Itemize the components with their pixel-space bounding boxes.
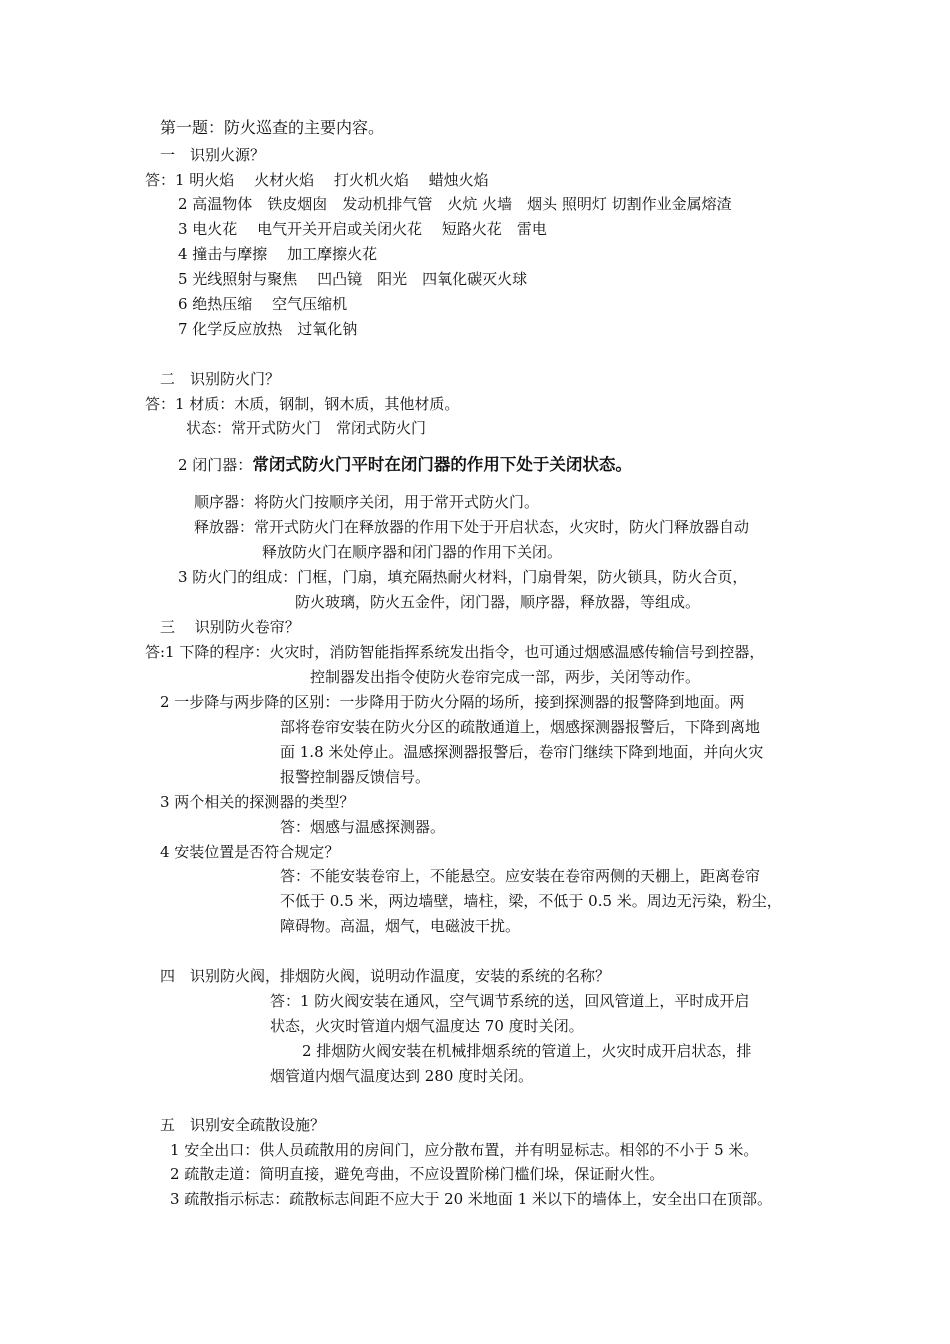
s5-answer-3: 3 疏散指示标志：疏散标志间距不应大于 20 米地面 1 米以下的墙体上，安全出口在顶部。	[170, 1190, 773, 1208]
s3-answer-2: 2 一步降与两步降的区别：一步降用于防火分隔的场所，接到探测器的报警降到地面。两	[160, 693, 745, 711]
section-5-heading: 五 识别安全疏散设施？	[160, 1116, 326, 1134]
s3-answer-3: 3 两个相关的探测器的类型？	[160, 793, 355, 811]
section-1-heading: 一 识别火源？	[160, 146, 266, 164]
s4-answer-1: 答：1 防火阀安装在通风，空气调节系统的送，回风管道上，平时成开启	[270, 992, 750, 1010]
s3-answer-1b: 控制器发出指令使防火卷帘完成一部，两步，关闭等动作。	[310, 668, 701, 686]
s3-answer-2d: 报警控制器反馈信号。	[280, 768, 431, 786]
s3-answer-3b: 答：烟感与温感探测器。	[280, 818, 446, 836]
s1-answer-7: 7 化学反应放热 过氧化钠	[178, 320, 358, 338]
s1-answer-1: 答：1 明火焰 火材火焰 打火机火焰 蜡烛火焰	[145, 171, 489, 189]
s4-answer-2b: 烟管道内烟气温度达到 280 度时关闭。	[270, 1067, 534, 1085]
s5-answer-1: 1 安全出口：供人员疏散用的房间门，应分散布置，并有明显标志。相邻的不小于 5 米。	[170, 1141, 759, 1159]
s2-answer-4b: 释放防火门在顺序器和闭门器的作用下关闭。	[262, 543, 563, 561]
s3-answer-2b: 部将卷帘安装在防火分区的疏散通道上，烟感探测器报警后，下降到离地	[280, 718, 761, 736]
s2-answer-3: 顺序器：将防火门按顺序关闭，用于常开式防火门。	[194, 493, 540, 511]
s1-answer-6: 6 绝热压缩 空气压缩机	[178, 295, 348, 313]
s2-answer-2	[178, 455, 632, 475]
s3-answer-2c: 面 1.8 米处停止。温感探测器报警后，卷帘门继续下降到地面，并向火灾	[280, 743, 764, 761]
s5-answer-2: 2 疏散走道：简明直接，避免弯曲，不应设置阶梯门槛们垛，保证耐火性。	[170, 1165, 665, 1183]
s1-answer-3: 3 电火花 电气开关开启或关闭火花 短路火花 雷电	[178, 220, 547, 238]
section-4-heading: 四 识别防火阀，排烟防火阀，说明动作温度，安装的系统的名称？	[160, 967, 611, 985]
s2-answer-2-prefix: 2 闭门器：	[178, 456, 253, 474]
s2-answer-1b: 状态：常开式防火门 常闭式防火门	[186, 419, 427, 437]
page-title: 第一题：防火巡查的主要内容。	[160, 118, 385, 137]
s1-answer-2: 2 高温物体 铁皮烟囱 发动机排气管 火炕 火墙 烟头 照明灯 切割作业金属熔渣	[178, 195, 732, 213]
section-2-heading: 二 识别防火门？	[160, 370, 281, 388]
s2-answer-4: 释放器：常开式防火门在释放器的作用下处于开启状态，火灾时，防火门释放器自动	[194, 518, 750, 536]
s2-answer-1: 答：1 材质：木质，钢制，钢木质，其他材质。	[145, 395, 460, 413]
s3-answer-1: 答:1 下降的程序：火灾时，消防智能指挥系统发出指令，也可通过烟感温感传输信号到控器，	[145, 643, 765, 661]
s1-answer-5: 5 光线照射与聚焦 凹凸镜 阳光 四氧化碳灭火球	[178, 270, 528, 288]
s4-answer-1b: 状态，火灾时管道内烟气温度达 70 度时关闭。	[270, 1017, 584, 1035]
s2-answer-5b: 防火玻璃，防火五金件，闭门器，顺序器，释放器，等组成。	[295, 593, 701, 611]
s3-answer-4c: 不低于 0.5 米，两边墙壁，墙柱，梁，不低于 0.5 米。周边无污染，粉尘，	[280, 892, 782, 910]
s3-answer-4d: 障碍物。高温，烟气，电磁波干扰。	[280, 917, 521, 935]
s4-answer-2: 2 排烟防火阀安装在机械排烟系统的管道上，火灾时成开启状态，排	[302, 1042, 752, 1060]
s1-answer-4: 4 撞击与摩擦 加工摩擦火花	[178, 245, 378, 263]
s3-answer-4b: 答：不能安装卷帘上，不能悬空。应安装在卷帘两侧的天棚上，距离卷帘	[280, 867, 761, 885]
section-3-heading: 三 识别防火卷帘？	[160, 618, 300, 636]
s2-answer-5: 3 防火门的组成：门框，门扇，填充隔热耐火材料，门扇骨架，防火锁具，防火合页，	[178, 568, 748, 586]
s3-answer-4: 4 安装位置是否符合规定？	[160, 843, 340, 861]
s2-answer-2-emphasis: 常闭式防火门平时在闭门器的作用下处于关闭状态。	[252, 455, 632, 474]
